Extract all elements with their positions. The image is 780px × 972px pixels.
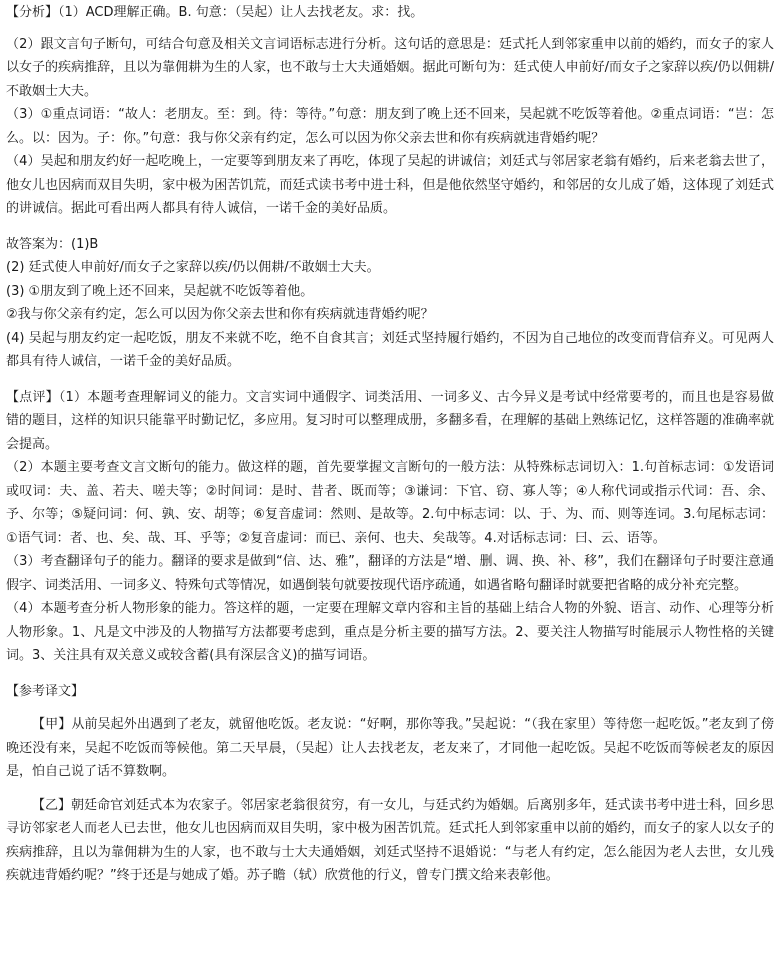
analysis-section <box>6 1 774 221</box>
analysis-paragraph-2: （2）跟文言句子断句，可结合句意及相关文言词语标志进行分析。这句话的意思是：廷式托人到邻家重申以前的婚约，而女子的家人以女子的疾病推辞，且以为靠佣耕为生的人家，也不敢与士大夫通婚姻。据此可断句为：廷式使人申前好/而女子之家辞以疾/仍以佣耕/不敢姻士大夫。 <box>6 36 774 99</box>
comment-paragraph-1: 【点评】（1）本题考查理解词义的能力。文言实词中通假字、词类活用、一词多义、古今异义是考试中经常要考的，而且也是容易做错的题目，这样的知识只能靠平时勤记忆，多应用。复习时可以整理成册，多翻多看，在理解的基础上熟练记忆，这样答题的准确率就会提高。 <box>6 389 774 452</box>
analysis-paragraph-1: 【分析】（1）ACD理解正确。B. 句意：（吴起）让人去找老友。求：找。 <box>6 5 424 20</box>
translation-section <box>6 680 774 888</box>
comment-paragraph-3: （3）考查翻译句子的能力。翻译的要求是做到“信、达、雅”，翻译的方法是“增、删、调、换、补、移”，我们在翻译句子时要注意通假字、词类活用、一词多义、特殊句式等情况，如遇倒装句就要按现代语序疏通，如遇省略句翻译时就要把省略的成分补充完整。 <box>6 554 774 593</box>
answer-heading: 故答案为：(1)B <box>6 236 99 252</box>
answer-3b: ②我与你父亲有约定，怎么可以因为你父亲去世和你有疾病就违背婚约呢？ <box>6 307 434 322</box>
answer-3: (3) ①朋友到了晚上还不回来，吴起就不吃饭等着他。 <box>6 283 314 299</box>
answer-2: (2) 廷式使人申前好/而女子之家辞以疾/仍以佣耕/不敢姻士大夫。 <box>6 260 380 275</box>
comment-paragraph-4: （4）本题考查分析人物形象的能力。答这样的题，一定要在理解文章内容和主旨的基础上结合人物的外貌、语言、动作、心理等分析人物形象。1、凡是文中涉及的人物描写方法都要考虑到，重点是分析主要的描写方法。2、要关注人物描写时能展示人物性格的关键词。3、关注具有双关意义或较含蓄(具有深层含义)的描写词语。 <box>6 601 774 663</box>
answer-section <box>6 233 774 374</box>
comment-section <box>6 386 774 668</box>
analysis-paragraph-3: （3）①重点词语：“故人：老朋友。至：到。待：等待。”句意：朋友到了晚上还不回来，吴起就不吃饭等着他。②重点词语：“岂：怎么。以：因为。子：你。”句意：我与你父亲有约定，怎么可以因为你父亲去世和你有疾病就违背婚约呢？ <box>6 107 774 146</box>
translation-heading: 【参考译文】 <box>6 683 85 699</box>
comment-paragraph-2: （2）本题主要考查文言文断句的能力。做这样的题，首先要掌握文言断句的一般方法：从特殊标志词切入：1.句首标志词：①发语词或叹词：夫、盖、若夫、嗟夫等；②时间词：是时、昔者、既而等；③谦词：下官、窃、寡人等；④人称代词或指示代词：吾、余、予、尔等；⑤疑问词：何、孰、安、胡等；⑥复音虚词：然则、是故等。2.句中标志词：以、于、为、而、则等连词。3.句尾标志词：①语气词：者、也、矣、哉、耳、乎等；②复音虚词：而已、亲何、也夫、矣哉等。4.对话标志词：曰、云、语等。 <box>6 460 774 546</box>
analysis-paragraph-4: （4）吴起和朋友约好一起吃晚上，一定要等到朋友来了再吃，体现了吴起的讲诚信；刘廷式与邻居家老翁有婚约，后来老翁去世了，他女儿也因病而双目失明，家中极为困苦饥荒，而廷式读书考中进士科，但是他依然坚守婚约，和邻居的女儿成了婚，这体现了刘廷式的讲诚信。据此可看出两人都具有待人诚信，一诺千金的美好品质。 <box>6 154 774 216</box>
translation-yi: 【乙】朝廷命官刘廷式本为农家子。邻居家老翁很贫穷，有一女儿，与廷式约为婚姻。后离别多年，廷式读书考中进士科，回乡思寻访邻家老人而老人已去世，他女儿也因病而双目失明，家中极为困苦饥荒。廷式托人到邻家重申以前的婚约，而女子的家人以女子的疾病推辞，且以为靠佣耕为生的人家，也不敢与士大夫通婚姻，刘廷式坚持不退婚说：“与老人有约定，怎么能因为老人去世，女儿残疾就违背婚约呢？”终于还是与她成了婚。苏子瞻（轼）欣赏他的行义，曾专门撰文给来表彰他。 <box>6 797 774 883</box>
translation-jia: 【甲】从前吴起外出遇到了老友，就留他吃饭。老友说：“好啊，那你等我。”吴起说：“（我在家里）等待您一起吃饭。”老友到了傍晚还没有来，吴起不吃饭而等候他。第二天早晨，（吴起）让人去找老友，老友来了，才同他一起吃饭。吴起不吃饭而等候老友的原因是，怕自己说了话不算数啊。 <box>6 717 774 779</box>
answer-4: (4) 吴起与朋友约定一起吃饭，朋友不来就不吃，绝不自食其言；刘廷式坚持履行婚约，不因为自己地位的改变而背信弃义。可见两人都具有待人诚信，一诺千金的美好品质。 <box>6 330 774 369</box>
